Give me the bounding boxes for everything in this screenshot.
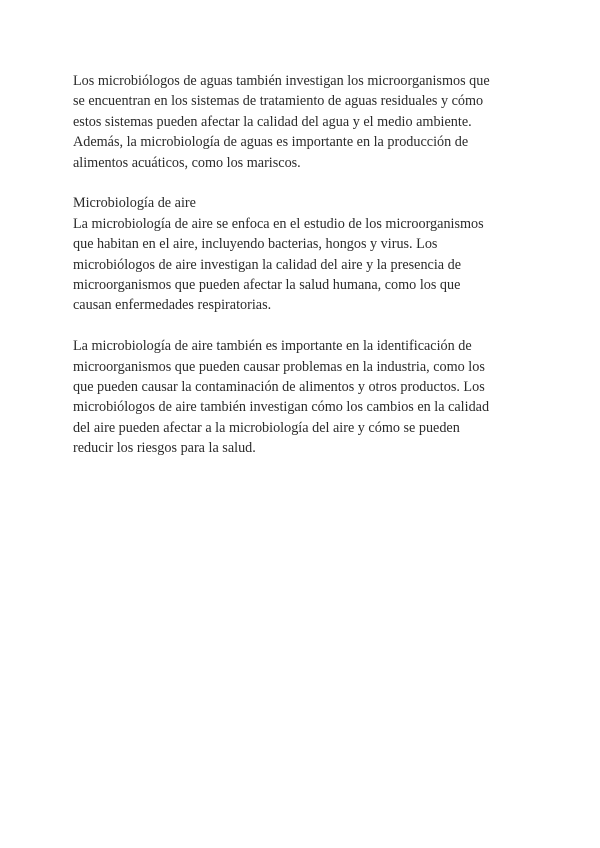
document-body — [73, 71, 533, 459]
paragraph-aire-intro — [73, 214, 533, 316]
heading-text: Microbiología de aire — [73, 195, 196, 212]
text-line: microorganismos que pueden causar problemas en la industria, como los — [73, 358, 485, 375]
text-line: que habitan en el aire, incluyendo bacterias, hongos y virus. Los — [73, 236, 438, 253]
paragraph-aguas — [73, 71, 533, 173]
text-line: microorganismos que pueden afectar la salud humana, como los que — [73, 277, 461, 294]
text-line: se encuentran en los sistemas de tratamiento de aguas residuales y cómo — [73, 93, 484, 110]
text-line: La microbiología de aire también es importante en la identificación de — [73, 338, 472, 355]
text-line: estos sistemas pueden afectar la calidad del agua y el medio ambiente. — [73, 113, 472, 130]
text-line: microbiólogos de aire investigan la calidad del aire y la presencia de — [73, 256, 462, 273]
text-line: Los microbiólogos de aguas también investigan los microorganismos que — [73, 73, 490, 89]
paragraph-spacer — [73, 316, 533, 336]
text-line: Además, la microbiología de aguas es importante en la producción de — [73, 134, 469, 151]
text-line: alimentos acuáticos, como los mariscos. — [73, 154, 301, 171]
text-line: que pueden causar la contaminación de alimentos y otros productos. Los — [73, 379, 485, 396]
section-heading-aire — [73, 193, 533, 213]
text-line: microbiólogos de aire también investigan cómo los cambios en la calidad — [73, 399, 490, 416]
text-line: La microbiología de aire se enfoca en el estudio de los microorganismos — [73, 215, 484, 232]
paragraph-aire-industria — [73, 336, 533, 458]
text-line: del aire pueden afectar a la microbiología del aire y cómo se pueden — [73, 419, 460, 436]
paragraph-spacer — [73, 173, 533, 193]
text-line: causan enfermedades respiratorias. — [73, 297, 272, 314]
text-line: reducir los riesgos para la salud. — [73, 440, 256, 457]
